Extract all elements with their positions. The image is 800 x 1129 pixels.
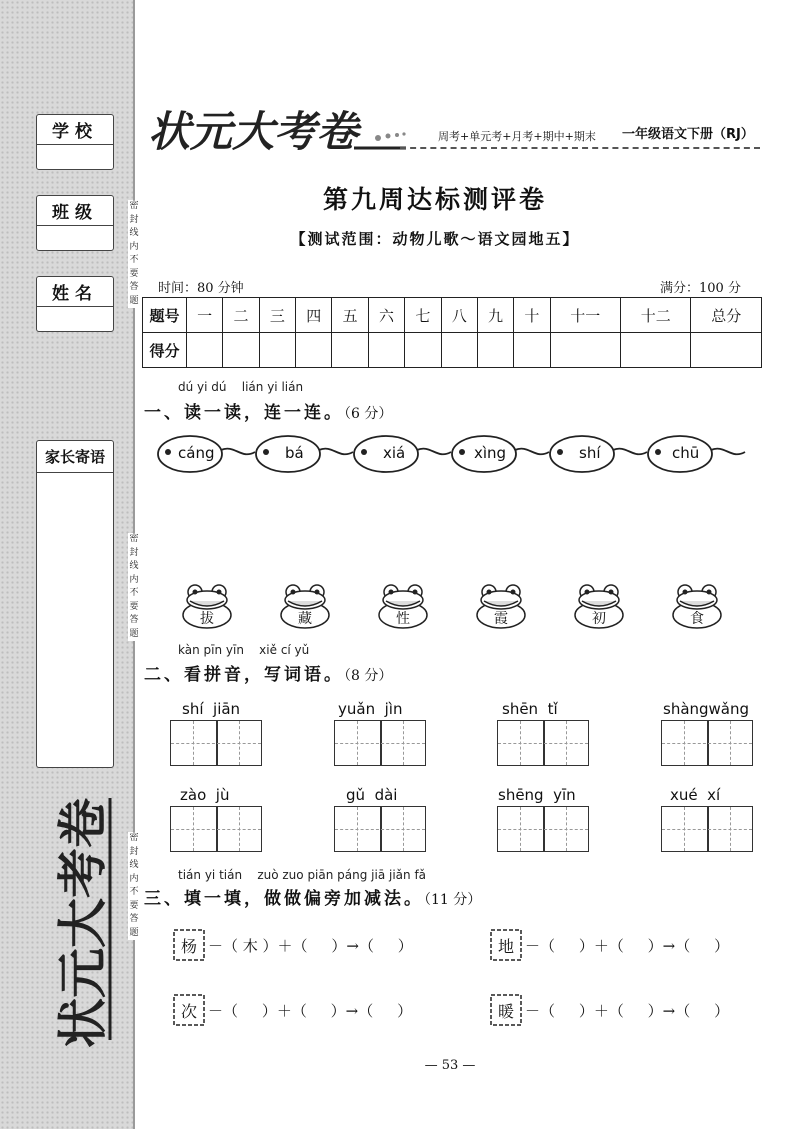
svg-text:状元大考卷: 状元大考卷: [148, 107, 359, 156]
name-box: [36, 276, 114, 332]
side-logo-image: [48, 790, 118, 1050]
brand-logo-image: [148, 98, 408, 158]
score-table-header-row: [143, 298, 762, 333]
school-field[interactable]: [37, 145, 113, 169]
score-table-header: 十二: [621, 298, 691, 333]
full-score: 满分：100 分: [660, 281, 741, 296]
radical-formula[interactable]: －（ ）＋（ ）→（ ）: [208, 1002, 413, 1020]
parent-note-box: [36, 440, 114, 768]
seal-char: 封: [129, 214, 139, 225]
score-cell[interactable]: [332, 333, 368, 368]
tadpole-pinyin: bá: [285, 444, 304, 462]
seal-char: 内: [129, 241, 139, 252]
tadpole-tail: [613, 449, 647, 455]
tadpole-eye: [557, 449, 563, 455]
radical-char-box: [172, 928, 206, 962]
word-pinyin: shàngwǎng: [663, 700, 750, 718]
seal-char: 线: [129, 561, 139, 571]
section3-title: 三、填一填，做做偏旁加减法。: [144, 889, 424, 909]
svg-text:状元大考卷: 状元大考卷: [54, 798, 112, 1048]
word-pinyin: gǔ dài: [346, 786, 398, 804]
frog-character: 霞: [494, 611, 508, 627]
radical-char-box: [489, 928, 523, 962]
score-cell[interactable]: [187, 333, 223, 368]
score-cell[interactable]: [691, 333, 762, 368]
seal-char: 不: [129, 588, 139, 598]
seal-char: 封: [129, 547, 139, 558]
section1-heading: [144, 398, 392, 423]
score-table-header: 一: [187, 298, 223, 333]
writing-grid[interactable]: [497, 806, 589, 852]
radical-char-box: [172, 993, 206, 1027]
test-scope: 【测试范围：动物儿歌～语文园地五】: [290, 230, 580, 248]
name-field[interactable]: [37, 307, 113, 331]
writing-grid[interactable]: [661, 806, 753, 852]
score-table-header: 九: [477, 298, 513, 333]
tadpole-tail: [319, 449, 353, 455]
score-table-header: 六: [368, 298, 404, 333]
header-subtitle: 周考+单元考+月考+期中+期末: [438, 130, 596, 143]
tadpole-tail: [221, 449, 255, 455]
class-label: 班级: [37, 196, 113, 226]
tadpole-eye: [655, 449, 661, 455]
writing-grid[interactable]: [170, 806, 262, 852]
frog-character: 初: [592, 611, 606, 627]
section2-pinyin: kàn pīn yīn xiě cí yǔ: [178, 643, 310, 657]
tadpole-pinyin: xiá: [383, 444, 406, 462]
seal-char: 密: [129, 833, 139, 843]
frog-character: 食: [690, 611, 704, 627]
school-box: [36, 114, 114, 170]
seal-char: 不: [129, 887, 139, 897]
page-number: — 53 —: [424, 1058, 476, 1073]
writing-grid[interactable]: [334, 720, 426, 766]
tadpole-pinyin: shí: [579, 444, 601, 462]
tadpole-pinyin: chū: [672, 444, 700, 462]
tadpole-pinyin: cáng: [178, 444, 215, 462]
score-table-header: 七: [405, 298, 441, 333]
word-pinyin: zào jù: [180, 786, 230, 804]
radical-char: 地: [497, 936, 514, 956]
page-title: 第九周达标测评卷: [322, 185, 547, 214]
seal-char: 题: [129, 628, 139, 639]
seal-text-2: [128, 533, 140, 641]
seal-char: 不: [129, 255, 139, 265]
radical-formula[interactable]: －（ ）＋（ ）→（ ）: [525, 937, 730, 955]
word-pinyin: yuǎn jìn: [338, 700, 403, 718]
score-table-header: 四: [296, 298, 332, 333]
section2-title: 二、看拼音，写词语。: [144, 665, 344, 685]
tadpole-tail: [515, 449, 549, 455]
section3-heading: [144, 884, 481, 909]
radical-char: 暖: [497, 1001, 514, 1021]
word-pinyin: shēn tǐ: [502, 700, 558, 718]
seal-char: 内: [129, 873, 139, 884]
header-divider: [400, 147, 760, 149]
radical-char-box: [489, 993, 523, 1027]
radical-char: 杨: [180, 936, 197, 956]
score-table: [142, 297, 762, 368]
section2-heading: [144, 660, 392, 685]
score-table-header: 二: [223, 298, 259, 333]
tadpole-tail: [711, 449, 745, 455]
writing-grid[interactable]: [334, 806, 426, 852]
radical-formula[interactable]: －（ ）＋（ ）→（ ）: [525, 1002, 730, 1020]
seal-char: 要: [129, 268, 139, 279]
word-pinyin: shí jiān: [182, 700, 241, 718]
seal-char: 要: [129, 900, 139, 911]
seal-char: 线: [129, 228, 139, 238]
radical-char: 次: [180, 1001, 197, 1021]
seal-char: 线: [129, 860, 139, 870]
section1-title: 一、读一读，连一连。: [144, 403, 344, 423]
tadpole-eye: [361, 449, 367, 455]
score-table-header: 五: [332, 298, 368, 333]
seal-char: 答: [129, 282, 139, 292]
section1-pinyin: dú yi dú lián yi lián: [178, 380, 304, 394]
seal-char: 密: [129, 534, 139, 544]
score-table-header: 总分: [691, 298, 762, 333]
score-cell[interactable]: [621, 333, 691, 368]
tadpole-tail: [417, 449, 451, 455]
score-table-header: 十: [514, 298, 550, 333]
tadpole-pinyin: xìng: [474, 444, 507, 462]
word-pinyin: shēng yīn: [498, 786, 576, 804]
seal-char: 题: [129, 927, 139, 938]
tadpole-eye: [459, 449, 465, 455]
writing-grid[interactable]: [661, 720, 753, 766]
writing-grid[interactable]: [170, 720, 262, 766]
seal-char: 要: [129, 601, 139, 612]
tadpole-row: [155, 430, 755, 480]
header-grade: 一年级语文下册（RJ）: [622, 127, 754, 142]
score-cell[interactable]: [368, 333, 404, 368]
score-table-header: 十一: [550, 298, 620, 333]
score-cell[interactable]: [477, 333, 513, 368]
frog-character: 性: [396, 611, 410, 627]
word-pinyin: xué xí: [670, 786, 721, 804]
section1-points: （6 分）: [344, 406, 393, 422]
seal-char: 内: [129, 574, 139, 585]
score-table-score-row: [143, 333, 762, 368]
seal-char: 答: [129, 615, 139, 625]
writing-grid[interactable]: [497, 720, 589, 766]
section3-pinyin: tián yi tián zuò zuo piān páng jiā jiǎn fǎ: [178, 868, 427, 882]
radical-formula[interactable]: －（ 木 ）＋（ ）→（ ）: [208, 937, 413, 955]
score-cell[interactable]: [223, 333, 259, 368]
score-row-label: 得分: [143, 333, 187, 368]
score-cell[interactable]: [514, 333, 550, 368]
score-table-header: 八: [441, 298, 477, 333]
frog-character: 拔: [200, 611, 214, 627]
score-cell[interactable]: [296, 333, 332, 368]
tadpole-eye: [165, 449, 171, 455]
score-table-header: 题号: [143, 298, 187, 333]
name-label: 姓名: [37, 277, 113, 307]
section2-points: （8 分）: [344, 668, 393, 684]
seal-text-3: [128, 832, 140, 940]
score-table-header: 三: [259, 298, 295, 333]
frog-character: 藏: [298, 611, 312, 627]
section3-points: （11 分）: [424, 892, 482, 908]
seal-char: 题: [129, 295, 139, 306]
score-cell[interactable]: [405, 333, 441, 368]
time-limit: 时间：80 分钟: [158, 281, 244, 296]
seal-char: 密: [129, 201, 139, 211]
seal-char: 封: [129, 846, 139, 857]
score-cell[interactable]: [259, 333, 295, 368]
seal-text-1: [128, 200, 140, 308]
tadpole-eye: [263, 449, 269, 455]
parent-note-label: 家长寄语: [37, 441, 113, 473]
score-cell[interactable]: [441, 333, 477, 368]
seal-char: 答: [129, 914, 139, 924]
school-label: 学校: [37, 115, 113, 145]
score-cell[interactable]: [550, 333, 620, 368]
